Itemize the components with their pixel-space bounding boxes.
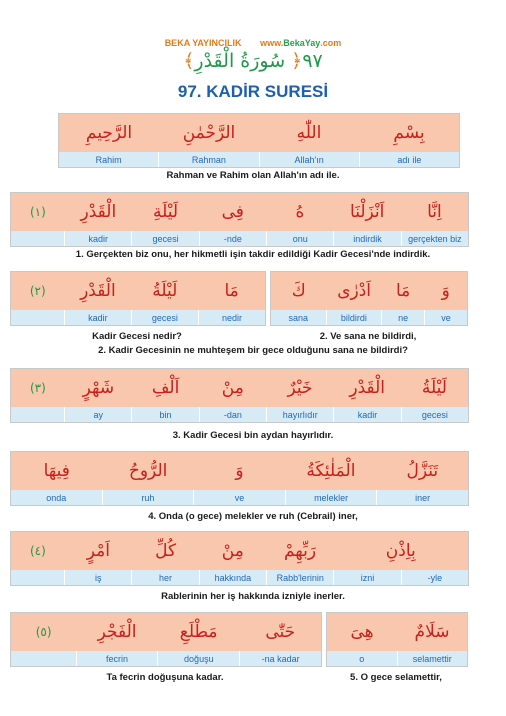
arabic-word: مَا <box>395 281 411 301</box>
translation-word: -nde <box>199 231 266 246</box>
arabic-row <box>11 452 468 490</box>
sura-arabic-title <box>0 50 506 72</box>
sentence-translation: 5. O gece selamettir, <box>350 672 442 683</box>
translation-word: ve <box>424 310 467 325</box>
translation-row <box>11 651 321 666</box>
translation-row <box>11 490 468 505</box>
translation-word: -na kadar <box>239 651 321 666</box>
arabic-word: الرُّوحُ <box>128 461 168 481</box>
arabic-word: كَ <box>291 281 306 301</box>
translation-word: ruh <box>102 490 194 505</box>
arabic-word: لَيْلَةِ <box>153 202 179 222</box>
sentence-translation: 1. Gerçekten biz onu, her hikmetli işin takdir edildiği Kadir Gecesi'nde indirdik. <box>75 249 431 260</box>
translation-word: bildirdi <box>326 310 382 325</box>
page-header <box>0 38 506 48</box>
arabic-word: بِاِذْنِ <box>385 541 416 561</box>
translation-word: doğuşu <box>157 651 239 666</box>
translation-row <box>271 310 467 325</box>
arabic-word: اَمْرٍ <box>86 541 110 561</box>
translation-word: bin <box>131 407 198 422</box>
sentence-translation: Rahman ve Rahim olan Allah'ın adı ile. <box>166 170 340 181</box>
arabic-row <box>11 369 468 407</box>
verse-block-5b <box>326 612 468 667</box>
translation-word: Rahman <box>158 152 258 167</box>
arabic-word: حَتّٰى <box>265 622 296 642</box>
translation-word: Allah'ın <box>259 152 359 167</box>
translation-word: onda <box>46 492 67 503</box>
arabic-word: سَلَامٌ <box>414 622 450 642</box>
sentence-translation: 4. Onda (o gece) melekler ve ruh (Cebrail) iner, <box>148 511 358 522</box>
translation-word: gerçekten biz <box>401 231 468 246</box>
arabic-row <box>11 193 468 231</box>
translation-word: adı ile <box>359 152 459 167</box>
arabic-word: اَدْرٰى <box>337 281 371 301</box>
verse-block-2b <box>270 271 468 326</box>
verse-block-1 <box>10 192 469 247</box>
translation-word: her <box>131 570 198 585</box>
sura-arabic-name: سُورَةُ الْقَدْرِ <box>194 50 286 72</box>
sentence-translation: 2. Ve sana ne bildirdi, <box>319 331 417 342</box>
sura-number-ornament: ﴾ ٩٧﴿ <box>183 50 323 72</box>
publisher-name: BEKA YAYINCILIK <box>164 38 242 48</box>
translation-row <box>11 231 468 246</box>
arabic-word: اَنْزَلْنَا <box>350 202 385 222</box>
arabic-word: مَا <box>224 281 239 301</box>
sentence-translation: Ta fecrin doğuşuna kadar. <box>106 672 224 683</box>
arabic-word: الرَّحْمٰنِ <box>182 123 236 143</box>
arabic-word: بِسْمِ <box>393 123 425 143</box>
verse-number: (١) <box>29 205 46 219</box>
sentence-translation: 3. Kadir Gecesi bin aydan hayırlıdır. <box>172 430 334 441</box>
arabic-word: شَهْرٍ <box>82 378 115 398</box>
translation-word: gecesi <box>131 310 198 325</box>
arabic-word: هُ <box>295 202 305 222</box>
translation-word: iş <box>64 570 131 585</box>
translation-word: nedir <box>198 310 265 325</box>
verse-block-basmala <box>58 113 460 168</box>
arabic-word: الْمَلٰئِكَةُ <box>306 461 356 481</box>
arabic-row <box>59 114 459 152</box>
translation-word: ay <box>64 407 131 422</box>
arabic-word: الْفَجْرِ <box>97 622 137 642</box>
arabic-word: اَلْفِ <box>151 378 180 398</box>
verse-block-3 <box>10 368 469 423</box>
verse-block-4b <box>10 531 469 586</box>
translation-word: kadir <box>64 231 131 246</box>
translation-word: o <box>359 653 365 664</box>
translation-word: gecesi <box>401 407 468 422</box>
verse-number: (٥) <box>35 625 52 639</box>
translation-row <box>59 152 459 167</box>
arabic-word: الْقَدْرِ <box>80 281 116 301</box>
sentence-translation: Kadir Gecesi nedir? <box>92 331 182 342</box>
translation-word: ve <box>193 490 285 505</box>
sentence-translation: 2. Kadir Gecesinin ne muhteşem bir gece olduğunu sana ne bildirdi? <box>98 345 408 356</box>
translation-word: ne <box>381 310 424 325</box>
translation-word: indirdik <box>333 231 400 246</box>
translation-word: izni <box>333 570 400 585</box>
translation-word: iner <box>376 490 468 505</box>
translation-word: gecesi <box>131 231 198 246</box>
arabic-row <box>271 272 467 310</box>
arabic-word: الْقَدْرِ <box>349 378 385 398</box>
arabic-word: رَبِّهِمْ <box>283 541 317 561</box>
arabic-word: مِنْ <box>221 378 244 398</box>
translation-row <box>11 570 468 585</box>
arabic-word: اِنَّا <box>427 202 442 222</box>
arabic-word: لَيْلَةُ <box>152 281 178 301</box>
translation-row <box>11 407 468 422</box>
arabic-word: هِىَ <box>350 622 374 642</box>
translation-word: fecrin <box>76 651 158 666</box>
translation-word: hakkında <box>199 570 266 585</box>
website-link[interactable]: www.BekaYay.com <box>260 38 342 48</box>
verse-number: (٣) <box>29 381 46 395</box>
arabic-word: خَيْرٌ <box>287 378 313 398</box>
arabic-word: وَ <box>235 461 244 481</box>
translation-word: kadir <box>333 407 400 422</box>
translation-row <box>11 310 265 325</box>
verse-block-2a <box>10 271 266 326</box>
translation-word: melekler <box>285 490 377 505</box>
translation-word: selamettir <box>397 651 468 666</box>
translation-word: sana <box>288 312 309 323</box>
arabic-word: مِنْ <box>221 541 244 561</box>
translation-word: -yle <box>401 570 468 585</box>
arabic-row <box>11 613 321 651</box>
arabic-row <box>327 613 467 651</box>
arabic-row <box>11 272 265 310</box>
translation-word: Rabb'lerinin <box>266 570 333 585</box>
arabic-word: فِيهَا <box>43 461 70 481</box>
arabic-row <box>11 532 468 570</box>
arabic-word: وَ <box>441 281 450 301</box>
translation-word: Rahim <box>95 154 122 165</box>
verse-block-5a <box>10 612 322 667</box>
arabic-word: لَيْلَةُ <box>421 378 447 398</box>
arabic-word: اللّٰهِ <box>296 123 322 143</box>
arabic-word: الْقَدْرِ <box>80 202 117 222</box>
translation-word: kadir <box>64 310 131 325</box>
verse-block-4a <box>10 451 469 506</box>
sentence-translation: Rablerinin her iş hakkında izniyle inerler. <box>161 591 345 602</box>
arabic-word: تَنَزَّلُ <box>406 461 439 481</box>
page-title: 97. KADİR SURESİ <box>177 82 329 101</box>
translation-row <box>327 651 467 666</box>
verse-number: (٢) <box>29 284 46 298</box>
translation-word: hayırlıdır <box>266 407 333 422</box>
arabic-word: الرَّحِيمِ <box>85 123 133 143</box>
verse-number: (٤) <box>29 544 46 558</box>
arabic-word: كُلِّ <box>155 541 177 561</box>
translation-word: onu <box>266 231 333 246</box>
arabic-word: مَطْلَعِ <box>179 622 218 642</box>
arabic-word: فِى <box>221 202 244 222</box>
translation-word: -dan <box>199 407 266 422</box>
